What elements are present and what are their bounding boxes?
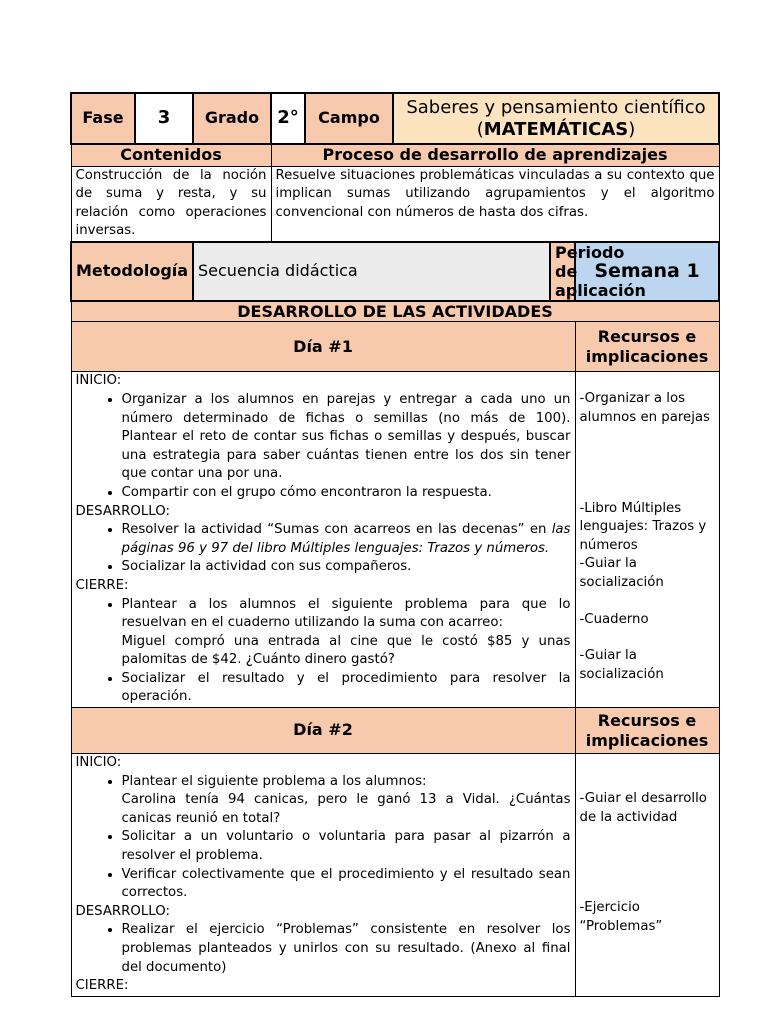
semana-value: Semana 1 [575,242,719,301]
dia2-title: Día #2 [71,708,575,754]
proceso-text: Resuelve situaciones problemáticas vinculadas a su contexto que implican sumas utilizando agrupamientos y el algoritmo convencional con números de hasta dos cifras. [271,166,719,242]
dia1-cierre-heading: CIERRE: [75,577,129,593]
periodo-label: Periodo de aplicación [550,242,575,301]
contenidos-label: Contenidos [71,144,271,166]
grado-label: Grado [193,93,271,144]
dia1-desarrollo-heading: DESARROLLO: [75,503,170,519]
list-item: • Socializar la actividad con sus compañeros. [122,558,571,577]
recurso-item: -Guiar la socialización [579,648,664,682]
dia2-inicio-list [76,773,571,903]
recurso-item: -Guiar el desarrollo de la actividad [579,791,707,825]
recurso-item: -Cuaderno [579,611,649,627]
list-item: • Solicitar a un voluntario o voluntaria para pasar al pizarrón a resolver el problema. [122,828,571,865]
dia2-inicio-heading: INICIO: [75,755,122,771]
dia1-recursos [575,372,719,708]
metodologia-value: Secuencia didáctica [193,242,550,301]
dia1-inicio-list [76,391,571,503]
lesson-plan-table [70,92,720,997]
dia2-cierre-heading: CIERRE: [75,978,129,994]
problem-text: Miguel compró una entrada al cine que le costó $85 y unas palomitas de $42. ¿Cuánto dinero gastó? [121,633,571,668]
dia2-recursos-label: Recursos e implicaciones [575,708,719,754]
dia2-desarrollo-list [76,921,571,977]
grado-value: 2° [271,93,305,144]
campo-value [393,93,719,144]
dia1-activities [71,372,575,708]
recurso-item: -Libro Múltiples lenguajes: Trazos y números [579,500,707,553]
campo-line2: (MATEMÁTICAS) [476,118,636,140]
fase-value: 3 [135,93,193,144]
dia1-desarrollo-list [76,521,571,577]
dia1-title: Día #1 [71,322,575,372]
metodologia-label: Metodología [71,242,193,301]
lesson-plan [70,92,718,997]
campo-line1: Saberes y pensamiento científico [406,96,706,118]
dia2-recursos [575,754,719,997]
recurso-item: -Ejercicio “Problemas” [579,900,663,934]
list-item: • Plantear el siguiente problema a los alumnos: Carolina tenía 94 canicas, pero le ganó 13 a Vidal. ¿Cuántas canicas reunió en total? [122,773,571,829]
dia1-recursos-label: Recursos e implicaciones [575,322,719,372]
recurso-item: -Organizar a los alumnos en parejas [579,391,710,425]
problem-text: Carolina tenía 94 canicas, pero le ganó 13 a Vidal. ¿Cuántas canicas reunió en total? [121,792,571,826]
list-item: • Realizar el ejercicio “Problemas” consistente en resolver los problemas planteados y unirlos con su resultado. (Anexo al final del documento) [122,921,571,977]
proceso-label: Proceso de desarrollo de aprendizajes [271,144,719,166]
campo-label: Campo [305,93,393,144]
list-item: • Organizar a los alumnos en parejas y entregar a cada uno un número determinado de fichas o semillas (no más de 100). Plantear el reto de contar sus fichas o semillas y después, buscar una estrategia para saber cuántas tienen entre los dos sin tener que contar una por una. [122,391,571,484]
list-item: • Plantear a los alumnos el siguiente problema para que lo resuelvan en el cuaderno utilizando la suma con acarreo: Miguel compró una entrada al cine que le costó $85 y unas palomitas de $42. ¿Cuánto dinero gastó? [122,596,571,670]
dia1-cierre-list [76,596,571,708]
fase-label: Fase [71,93,135,144]
contenidos-text: Construcción de la noción de suma y resta, y su relación como operaciones inversas. [71,166,271,242]
list-item: • Verificar colectivamente que el procedimiento y el resultado sean correctos. [122,866,571,903]
dia2-activities [71,754,575,997]
list-item: • Compartir con el grupo cómo encontraron la respuesta. [122,484,571,503]
dia1-inicio-heading: INICIO: [75,373,122,389]
dia2-desarrollo-heading: DESARROLLO: [75,903,170,919]
desarrollo-title: DESARROLLO DE LAS ACTIVIDADES [71,301,719,322]
recurso-item: -Guiar la socialización [579,556,664,590]
list-item: • Socializar el resultado y el procedimiento para resolver la operación. [122,670,571,707]
list-item: • Resolver la actividad “Sumas con acarreos en las decenas” en las páginas 96 y 97 del libro Múltiples lenguajes: Trazos y números. [122,521,571,558]
